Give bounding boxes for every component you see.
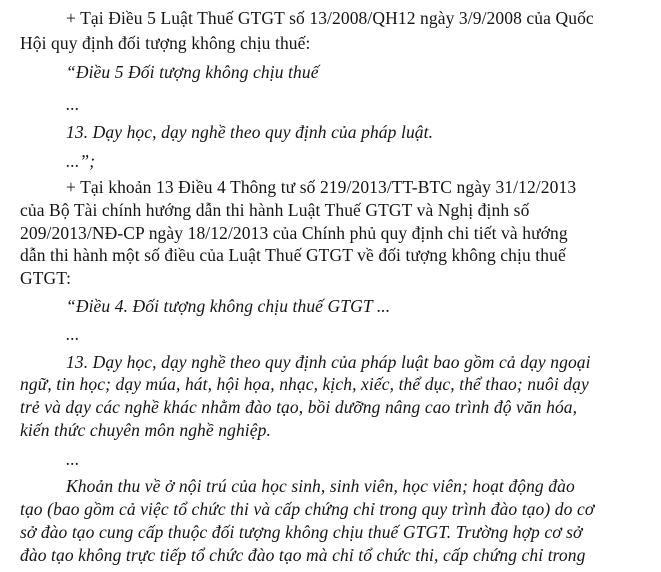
doc-line-22: đào tạo không trực tiếp tổ chức đào tạo mà chỉ tổ chức thi, cấp chứng chỉ trong bbox=[20, 545, 586, 565]
doc-line-4: ... bbox=[66, 94, 80, 114]
doc-line-20: tạo (bao gồm cả việc tổ chức thi và cấp chứng chỉ trong quy trình đào tạo) do cơ bbox=[20, 499, 595, 519]
doc-line-15: ngữ, tin học; dạy múa, hát, hội họa, nhạc, kịch, xiếc, thể dục, thể thao; nuôi dạy bbox=[20, 374, 589, 394]
doc-line-16: trẻ và dạy các nghề khác nhằm đào tạo, bồi dưỡng nâng cao trình độ văn hóa, bbox=[20, 397, 578, 417]
doc-line-7: + Tại khoản 13 Điều 4 Thông tư số 219/2013/TT-BTC ngày 31/12/2013 bbox=[66, 177, 577, 197]
doc-line-11: GTGT: bbox=[20, 268, 72, 288]
doc-line-13: ... bbox=[66, 324, 80, 344]
doc-line-3: “Điều 5 Đối tượng không chịu thuế bbox=[66, 62, 319, 82]
doc-line-12: “Điều 4. Đối tượng không chịu thuế GTGT ... bbox=[66, 296, 391, 316]
doc-line-1: + Tại Điều 5 Luật Thuế GTGT số 13/2008/QH12 ngày 3/9/2008 của Quốc bbox=[66, 8, 594, 28]
doc-line-2: Hội quy định đối tượng không chịu thuế: bbox=[20, 33, 311, 53]
doc-line-19: Khoản thu về ở nội trú của học sinh, sinh viên, học viên; hoạt động đào bbox=[66, 476, 575, 496]
doc-line-6: ...”; bbox=[66, 151, 96, 171]
doc-line-18: ... bbox=[66, 449, 80, 469]
doc-line-10: dẫn thi hành một số điều của Luật Thuế GTGT về đối tượng không chịu thuế bbox=[20, 245, 566, 265]
doc-line-21: sở đào tạo cung cấp thuộc đối tượng không chịu thuế GTGT. Trường hợp cơ sở bbox=[20, 522, 583, 542]
doc-line-9: 209/2013/NĐ-CP ngày 18/12/2013 của Chính phủ quy định chi tiết và hướng bbox=[20, 223, 568, 243]
doc-line-17: kiến thức chuyên môn nghề nghiệp. bbox=[20, 420, 271, 440]
doc-line-8: của Bộ Tài chính hướng dẫn thi hành Luật Thuế GTGT và Nghị định số bbox=[20, 200, 530, 220]
doc-line-5: 13. Dạy học, dạy nghề theo quy định của pháp luật. bbox=[66, 122, 434, 142]
doc-line-14: 13. Dạy học, dạy nghề theo quy định của pháp luật bao gồm cả dạy ngoại bbox=[66, 352, 591, 372]
